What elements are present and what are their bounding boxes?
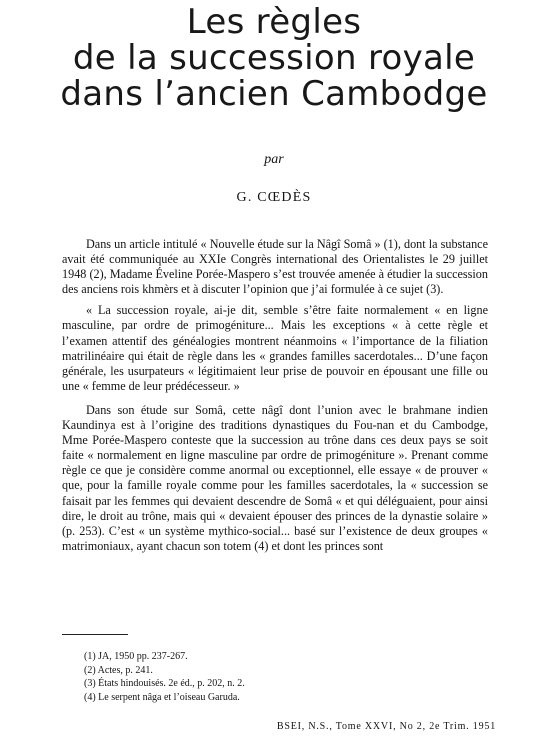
- footnotes: [84, 650, 484, 704]
- footnote-3: (3) États hindouisés. 2e éd., p. 202, n. 2.: [84, 678, 245, 690]
- footnote-4: (4) Le serpent nâga et l’oiseau Garuda.: [84, 691, 240, 703]
- title-line-2: de la succession royale: [72, 38, 476, 78]
- article-body: [62, 237, 488, 560]
- paragraph-soma-study: Dans son étude sur Somâ, cette nâgî dont l’union avec le brahmane indien Kaundinya est à l’origine des traditions dynastiques du Fou-nan et du Cambodge, Mme Porée-Maspero conteste que la succession au trône dans ces deux pays se soit faite « normalement en ligne masculine par ordre de primogéniture ». Prenant comme règle ce que je considère comme anormal ou exceptionnel, elle essaye « de prouver « que, pour la famille royale comme pour les familles sacerdotales, la « succession se faisait par les femmes qui devaient descendre de Somâ « et qui déléguaient, pour ainsi dire, le droit au trône, mais qui « devaient épouser des princes de la dynastie solaire » (p. 253). C’est « un système mythico-social... basé sur l’existence de deux groupes « matrimoniaux, ayant chacun son totem (4) et dont les princes sont: [62, 402, 488, 553]
- journal-footer: BSEI, N.S., Tome XXVI, No 2, 2e Trim. 1951: [276, 721, 496, 732]
- footnote-2: (2) Actes, p. 241.: [84, 664, 153, 676]
- paragraph-quote: « La succession royale, ai-je dit, semble s’être faite normalement « en ligne masculine, par ordre de primogéniture... Mais les exceptions « à cette règle et l’examen attentif des généalogies montrent néanmoins « l’importance de la filiation matrilinéaire qui était de règle dans les « grandes familles sacerdotales... D’une façon générale, les usurpateurs « légitimaient leur prise de pouvoir en épousant une fille ou une « femme de leur prédécesseur. »: [62, 303, 488, 393]
- title-line-1: Les règles: [186, 2, 362, 42]
- title-line-3: dans l’ancien Cambodge: [60, 74, 488, 114]
- footnote-1: (1) JA, 1950 pp. 237-267.: [84, 651, 188, 662]
- byline-par: par: [264, 152, 284, 167]
- author-name: G. CŒDÈS: [236, 190, 312, 205]
- article-title: [0, 4, 548, 112]
- footnote-divider: [62, 634, 128, 635]
- paragraph-intro: Dans un article intitulé « Nouvelle étude sur la Nâgî Somâ » (1), dont la substance avait été communiquée au XXIe Congrès international des Orientalistes le 29 juillet 1948 (2), Madame Éveline Porée-Maspero s’est trouvée amenée à étudier la succession des anciens rois khmèrs et à discuter l’opinion que j’ai formulée à ce sujet (3).: [62, 237, 488, 297]
